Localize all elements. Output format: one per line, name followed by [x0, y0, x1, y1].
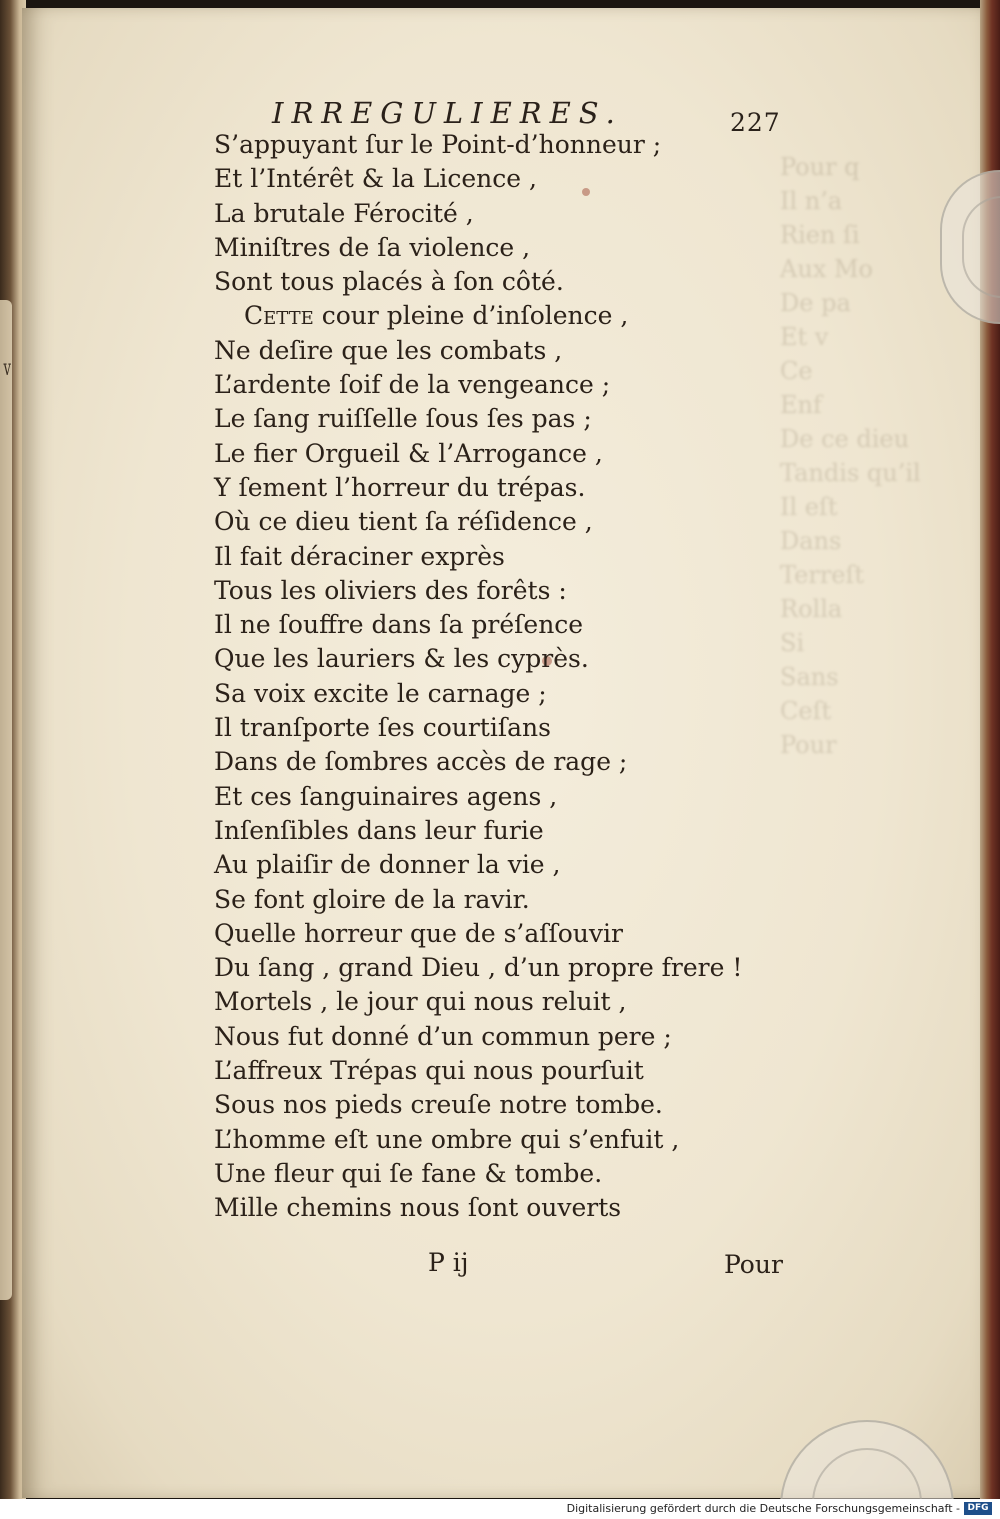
verse-line: L’homme eſt une ombre qui s’enfuit ,: [214, 1124, 680, 1154]
bleed-through-line: Il eſt: [780, 493, 838, 521]
verse-line: Mortels , le jour qui nous reluit ,: [214, 987, 627, 1017]
verse-line: Le fier Orgueil & l’Arrogance ,: [214, 438, 603, 468]
verse-line: Mille chemins nous ſont ouverts: [214, 1193, 622, 1223]
bleed-through-line: Dans: [780, 527, 842, 555]
poem-verse: [214, 128, 774, 1226]
bleed-through-line: Terreſt: [780, 561, 865, 589]
bleed-through-line: Rolla: [780, 595, 843, 623]
verse-line: L’ardente ſoif de la vengeance ;: [214, 370, 611, 400]
bleed-through-line: Ceſt: [780, 697, 832, 725]
bleed-through-line: Et v: [780, 323, 829, 351]
verse-line: Ne deſire que les combats ,: [214, 335, 563, 365]
bleed-through-line: De pa: [780, 289, 851, 317]
bleed-through-line: Pour: [780, 731, 837, 759]
page-number: 227: [730, 108, 781, 137]
verse-line: Que les lauriers & les cyprès.: [214, 644, 589, 674]
verse-line: Sont tous placés à ſon côté.: [214, 267, 564, 297]
verse-line: La brutale Férocité ,: [214, 198, 474, 228]
verse-line: [214, 299, 774, 333]
verse-line: Se font gloire de la ravir.: [214, 884, 530, 914]
verse-line: Inſenſibles dans leur furie: [214, 815, 544, 845]
verse-line: Nous fut donné d’un commun pere ;: [214, 1021, 672, 1051]
bleed-through-line: Tandis qu’il: [780, 459, 921, 487]
bleed-through-line: Il n’a: [780, 187, 843, 215]
verse-line: Du ſang , grand Dieu , d’un propre frere !: [214, 953, 743, 983]
verse-line: Quelle horreur que de s’aſſouvir: [214, 918, 623, 948]
catchword: Pour: [724, 1250, 783, 1279]
previous-page-letter: v: [3, 356, 11, 381]
stanza-lead-word: Cette: [244, 301, 314, 331]
dfg-logo: DFG: [964, 1502, 992, 1515]
verse-line: Il fait déraciner exprès: [214, 541, 505, 571]
verse-line: Sa voix excite le carnage ;: [214, 678, 547, 708]
verse-line: Le ſang ruiſſelle ſous ſes pas ;: [214, 404, 592, 434]
verse-line: Au plaiſir de donner la vie ,: [214, 850, 561, 880]
bleed-through-line: Si: [780, 629, 805, 657]
printer-signature: P ij: [428, 1248, 469, 1277]
verse-line: Tous les oliviers des forêts :: [214, 575, 567, 605]
verse-line: Où ce dieu tient ſa réſidence ,: [214, 507, 593, 537]
verse-line: Y ſement l’horreur du trépas.: [214, 472, 586, 502]
running-head: IRREGULIERES.: [272, 96, 623, 130]
bleed-through-line: Rien ſi: [780, 221, 860, 249]
previous-page-edge: [0, 300, 12, 1300]
verse-line: Il tranſporte ſes courtiſans: [214, 713, 551, 743]
bleed-through-line: Aux Mo: [780, 255, 873, 283]
verse-line: Dans de ſombres accès de rage ;: [214, 747, 628, 777]
verse-line: Il ne ſouffre dans ſa préſence: [214, 610, 584, 640]
bleed-through-line: Ce: [780, 357, 813, 385]
bleed-through-line: Sans: [780, 663, 839, 691]
bleed-through-line: De ce dieu: [780, 425, 910, 453]
funding-notice: Digitalisierung gefördert durch die Deutsche Forschungsgemeinschaft -: [566, 1502, 960, 1515]
verse-line: Sous nos pieds creuſe notre tombe.: [214, 1090, 663, 1120]
verse-line: Une fleur qui ſe fane & tombe.: [214, 1158, 603, 1188]
verse-line: Et ces ſanguinaires agens ,: [214, 781, 558, 811]
verse-line: S’appuyant ſur le Point-d’honneur ;: [214, 130, 662, 159]
verse-line: L’affreux Trépas qui nous pourſuit: [214, 1056, 644, 1086]
bleed-through-line: Pour q: [780, 153, 860, 181]
verse-line-rest: cour pleine d’inſolence ,: [313, 301, 629, 331]
bleed-through-line: Enf: [780, 391, 822, 419]
verse-line: Et l’Intérêt & la Licence ,: [214, 164, 537, 194]
verse-line: Miniſtres de ſa violence ,: [214, 232, 531, 262]
